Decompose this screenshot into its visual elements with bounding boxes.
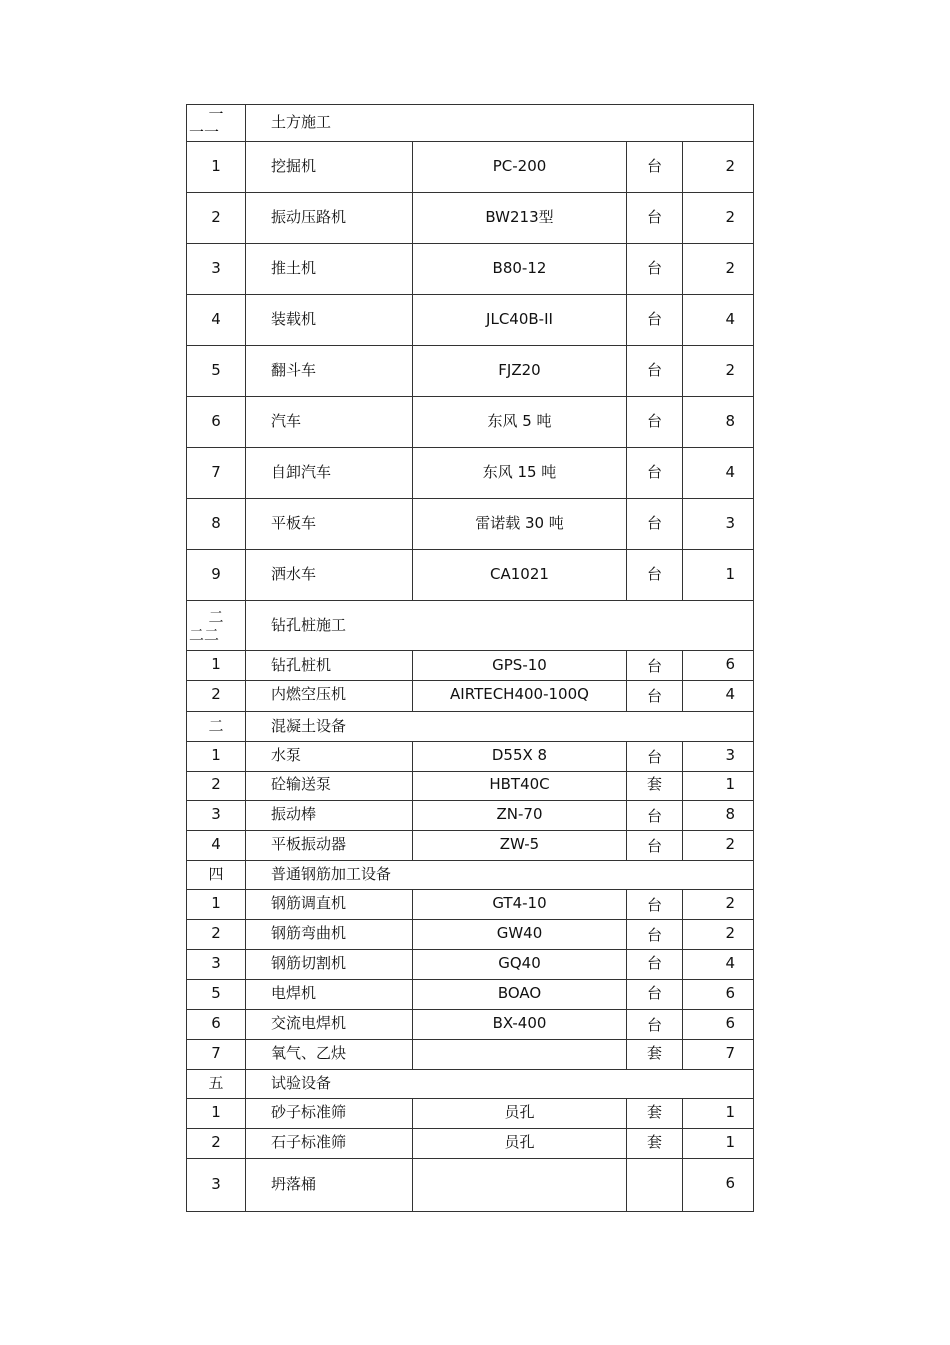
item-quantity: 1: [683, 1129, 754, 1159]
item-name: 钢筋调直机: [246, 890, 413, 920]
item-number: 5: [187, 346, 246, 397]
item-number: 1: [187, 651, 246, 681]
item-model: 东风 15 吨: [413, 448, 627, 499]
section-index-sub: 二二: [189, 625, 220, 644]
item-name: 振动压路机: [246, 193, 413, 244]
table-row: [187, 295, 754, 346]
item-model: FJZ20: [413, 346, 627, 397]
item-model: 员孔: [413, 1099, 627, 1129]
item-unit: 台: [627, 244, 683, 295]
item-number: 6: [187, 397, 246, 448]
table-row: [187, 193, 754, 244]
item-name: 翻斗车: [246, 346, 413, 397]
item-quantity: 4: [683, 950, 754, 980]
item-unit: 台: [627, 550, 683, 601]
item-unit: 台: [627, 142, 683, 193]
item-model: 员孔: [413, 1129, 627, 1159]
section-index: 四: [187, 861, 246, 890]
table-row: [187, 801, 754, 831]
item-number: 1: [187, 1099, 246, 1129]
table-row: [187, 681, 754, 712]
item-name: 钻孔桩机: [246, 651, 413, 681]
item-unit: 台: [627, 651, 683, 681]
item-quantity: 8: [683, 801, 754, 831]
item-quantity: 2: [683, 920, 754, 950]
table-row: [187, 1010, 754, 1040]
item-model: GT4-10: [413, 890, 627, 920]
item-quantity: 1: [683, 1099, 754, 1129]
item-model: GW40: [413, 920, 627, 950]
item-name: 振动棒: [246, 801, 413, 831]
item-unit: 台: [627, 831, 683, 861]
section-title: 普通钢筋加工设备: [246, 861, 754, 890]
section-index-mark: 一: [208, 105, 224, 123]
item-model: GPS-10: [413, 651, 627, 681]
item-number: 7: [187, 448, 246, 499]
item-number: 3: [187, 950, 246, 980]
item-model: D55X 8: [413, 742, 627, 772]
item-name: 坍落桶: [246, 1159, 413, 1212]
item-number: 9: [187, 550, 246, 601]
item-name: 挖掘机: [246, 142, 413, 193]
item-name: 自卸汽车: [246, 448, 413, 499]
item-unit: 台: [627, 890, 683, 920]
item-model: 雷诺载 30 吨: [413, 499, 627, 550]
table-row: [187, 1129, 754, 1159]
item-quantity: 6: [683, 1010, 754, 1040]
item-name: 交流电焊机: [246, 1010, 413, 1040]
item-name: 钢筋弯曲机: [246, 920, 413, 950]
item-quantity: 2: [683, 244, 754, 295]
item-name: 砼输送泵: [246, 772, 413, 801]
item-model: PC-200: [413, 142, 627, 193]
item-number: 2: [187, 920, 246, 950]
item-model: AIRTECH400-100Q: [413, 681, 627, 712]
item-number: 1: [187, 742, 246, 772]
item-name: 推土机: [246, 244, 413, 295]
section-index-mark: 二: [208, 607, 224, 626]
item-model: B80-12: [413, 244, 627, 295]
table-row: [187, 980, 754, 1010]
item-unit: 套: [627, 772, 683, 801]
section-header-row: [187, 1070, 754, 1099]
item-unit: [627, 1159, 683, 1212]
item-name: 氧气、乙炔: [246, 1040, 413, 1070]
item-number: 2: [187, 681, 246, 712]
item-name: 钢筋切割机: [246, 950, 413, 980]
table-row: [187, 346, 754, 397]
section-title: 混凝土设备: [246, 712, 754, 742]
table-row: [187, 397, 754, 448]
section-title: 钻孔桩施工: [246, 601, 754, 651]
item-number: 1: [187, 142, 246, 193]
item-unit: 套: [627, 1099, 683, 1129]
item-quantity: 6: [683, 1159, 754, 1212]
table-row: [187, 1159, 754, 1212]
item-quantity: 8: [683, 397, 754, 448]
table-row: [187, 550, 754, 601]
item-unit: 台: [627, 801, 683, 831]
item-number: 4: [187, 831, 246, 861]
item-number: 6: [187, 1010, 246, 1040]
section-index: 五: [187, 1070, 246, 1099]
table-row: [187, 448, 754, 499]
section-header-row: [187, 712, 754, 742]
item-number: 7: [187, 1040, 246, 1070]
table-row: [187, 950, 754, 980]
item-number: 2: [187, 1129, 246, 1159]
section-index: [187, 601, 246, 651]
item-name: 汽车: [246, 397, 413, 448]
section-index-sub: 一一: [189, 123, 220, 141]
table-row: [187, 142, 754, 193]
item-number: 8: [187, 499, 246, 550]
item-name: 内燃空压机: [246, 681, 413, 712]
section-index: 二: [187, 712, 246, 742]
table-row: [187, 890, 754, 920]
table-row: [187, 499, 754, 550]
item-unit: 台: [627, 950, 683, 980]
table-row: [187, 1099, 754, 1129]
item-quantity: 1: [683, 550, 754, 601]
item-name: 平板车: [246, 499, 413, 550]
item-unit: 台: [627, 920, 683, 950]
table-row: [187, 1040, 754, 1070]
item-name: 石子标准筛: [246, 1129, 413, 1159]
section-header-row: [187, 861, 754, 890]
item-unit: 台: [627, 1010, 683, 1040]
item-model: ZN-70: [413, 801, 627, 831]
item-unit: 台: [627, 397, 683, 448]
item-quantity: 6: [683, 651, 754, 681]
item-unit: 台: [627, 448, 683, 499]
item-name: 装载机: [246, 295, 413, 346]
item-model: BW213型: [413, 193, 627, 244]
item-number: 3: [187, 801, 246, 831]
item-unit: 套: [627, 1040, 683, 1070]
table-row: [187, 831, 754, 861]
item-name: 平板振动器: [246, 831, 413, 861]
item-quantity: 6: [683, 980, 754, 1010]
item-model: [413, 1040, 627, 1070]
item-model: JLC40B-II: [413, 295, 627, 346]
table-row: [187, 920, 754, 950]
item-quantity: 3: [683, 499, 754, 550]
item-quantity: 2: [683, 193, 754, 244]
item-unit: 台: [627, 295, 683, 346]
item-model: BX-400: [413, 1010, 627, 1040]
item-number: 3: [187, 1159, 246, 1212]
item-number: 1: [187, 890, 246, 920]
item-name: 洒水车: [246, 550, 413, 601]
item-quantity: 2: [683, 890, 754, 920]
item-quantity: 4: [683, 295, 754, 346]
item-number: 5: [187, 980, 246, 1010]
item-model: [413, 1159, 627, 1212]
item-model: 东风 5 吨: [413, 397, 627, 448]
table-row: [187, 742, 754, 772]
item-model: HBT40C: [413, 772, 627, 801]
item-unit: 台: [627, 742, 683, 772]
section-header-row: [187, 105, 754, 142]
item-quantity: 2: [683, 142, 754, 193]
section-header-row: [187, 601, 754, 651]
item-quantity: 4: [683, 448, 754, 499]
item-unit: 台: [627, 193, 683, 244]
item-quantity: 1: [683, 772, 754, 801]
item-number: 2: [187, 772, 246, 801]
item-quantity: 2: [683, 346, 754, 397]
item-unit: 台: [627, 980, 683, 1010]
equipment-table-body: [187, 105, 754, 1212]
item-name: 水泵: [246, 742, 413, 772]
item-unit: 套: [627, 1129, 683, 1159]
section-index: [187, 105, 246, 142]
table-row: [187, 772, 754, 801]
item-unit: 台: [627, 681, 683, 712]
item-unit: 台: [627, 499, 683, 550]
item-model: CA1021: [413, 550, 627, 601]
item-model: GQ40: [413, 950, 627, 980]
item-model: ZW-5: [413, 831, 627, 861]
item-number: 4: [187, 295, 246, 346]
item-number: 3: [187, 244, 246, 295]
item-unit: 台: [627, 346, 683, 397]
equipment-table: [186, 104, 754, 1212]
item-number: 2: [187, 193, 246, 244]
table-row: [187, 244, 754, 295]
section-title: 土方施工: [246, 105, 754, 142]
table-row: [187, 651, 754, 681]
item-quantity: 7: [683, 1040, 754, 1070]
item-quantity: 3: [683, 742, 754, 772]
item-name: 电焊机: [246, 980, 413, 1010]
item-model: BOAO: [413, 980, 627, 1010]
item-quantity: 2: [683, 831, 754, 861]
item-quantity: 4: [683, 681, 754, 712]
section-title: 试验设备: [246, 1070, 754, 1099]
item-name: 砂子标准筛: [246, 1099, 413, 1129]
